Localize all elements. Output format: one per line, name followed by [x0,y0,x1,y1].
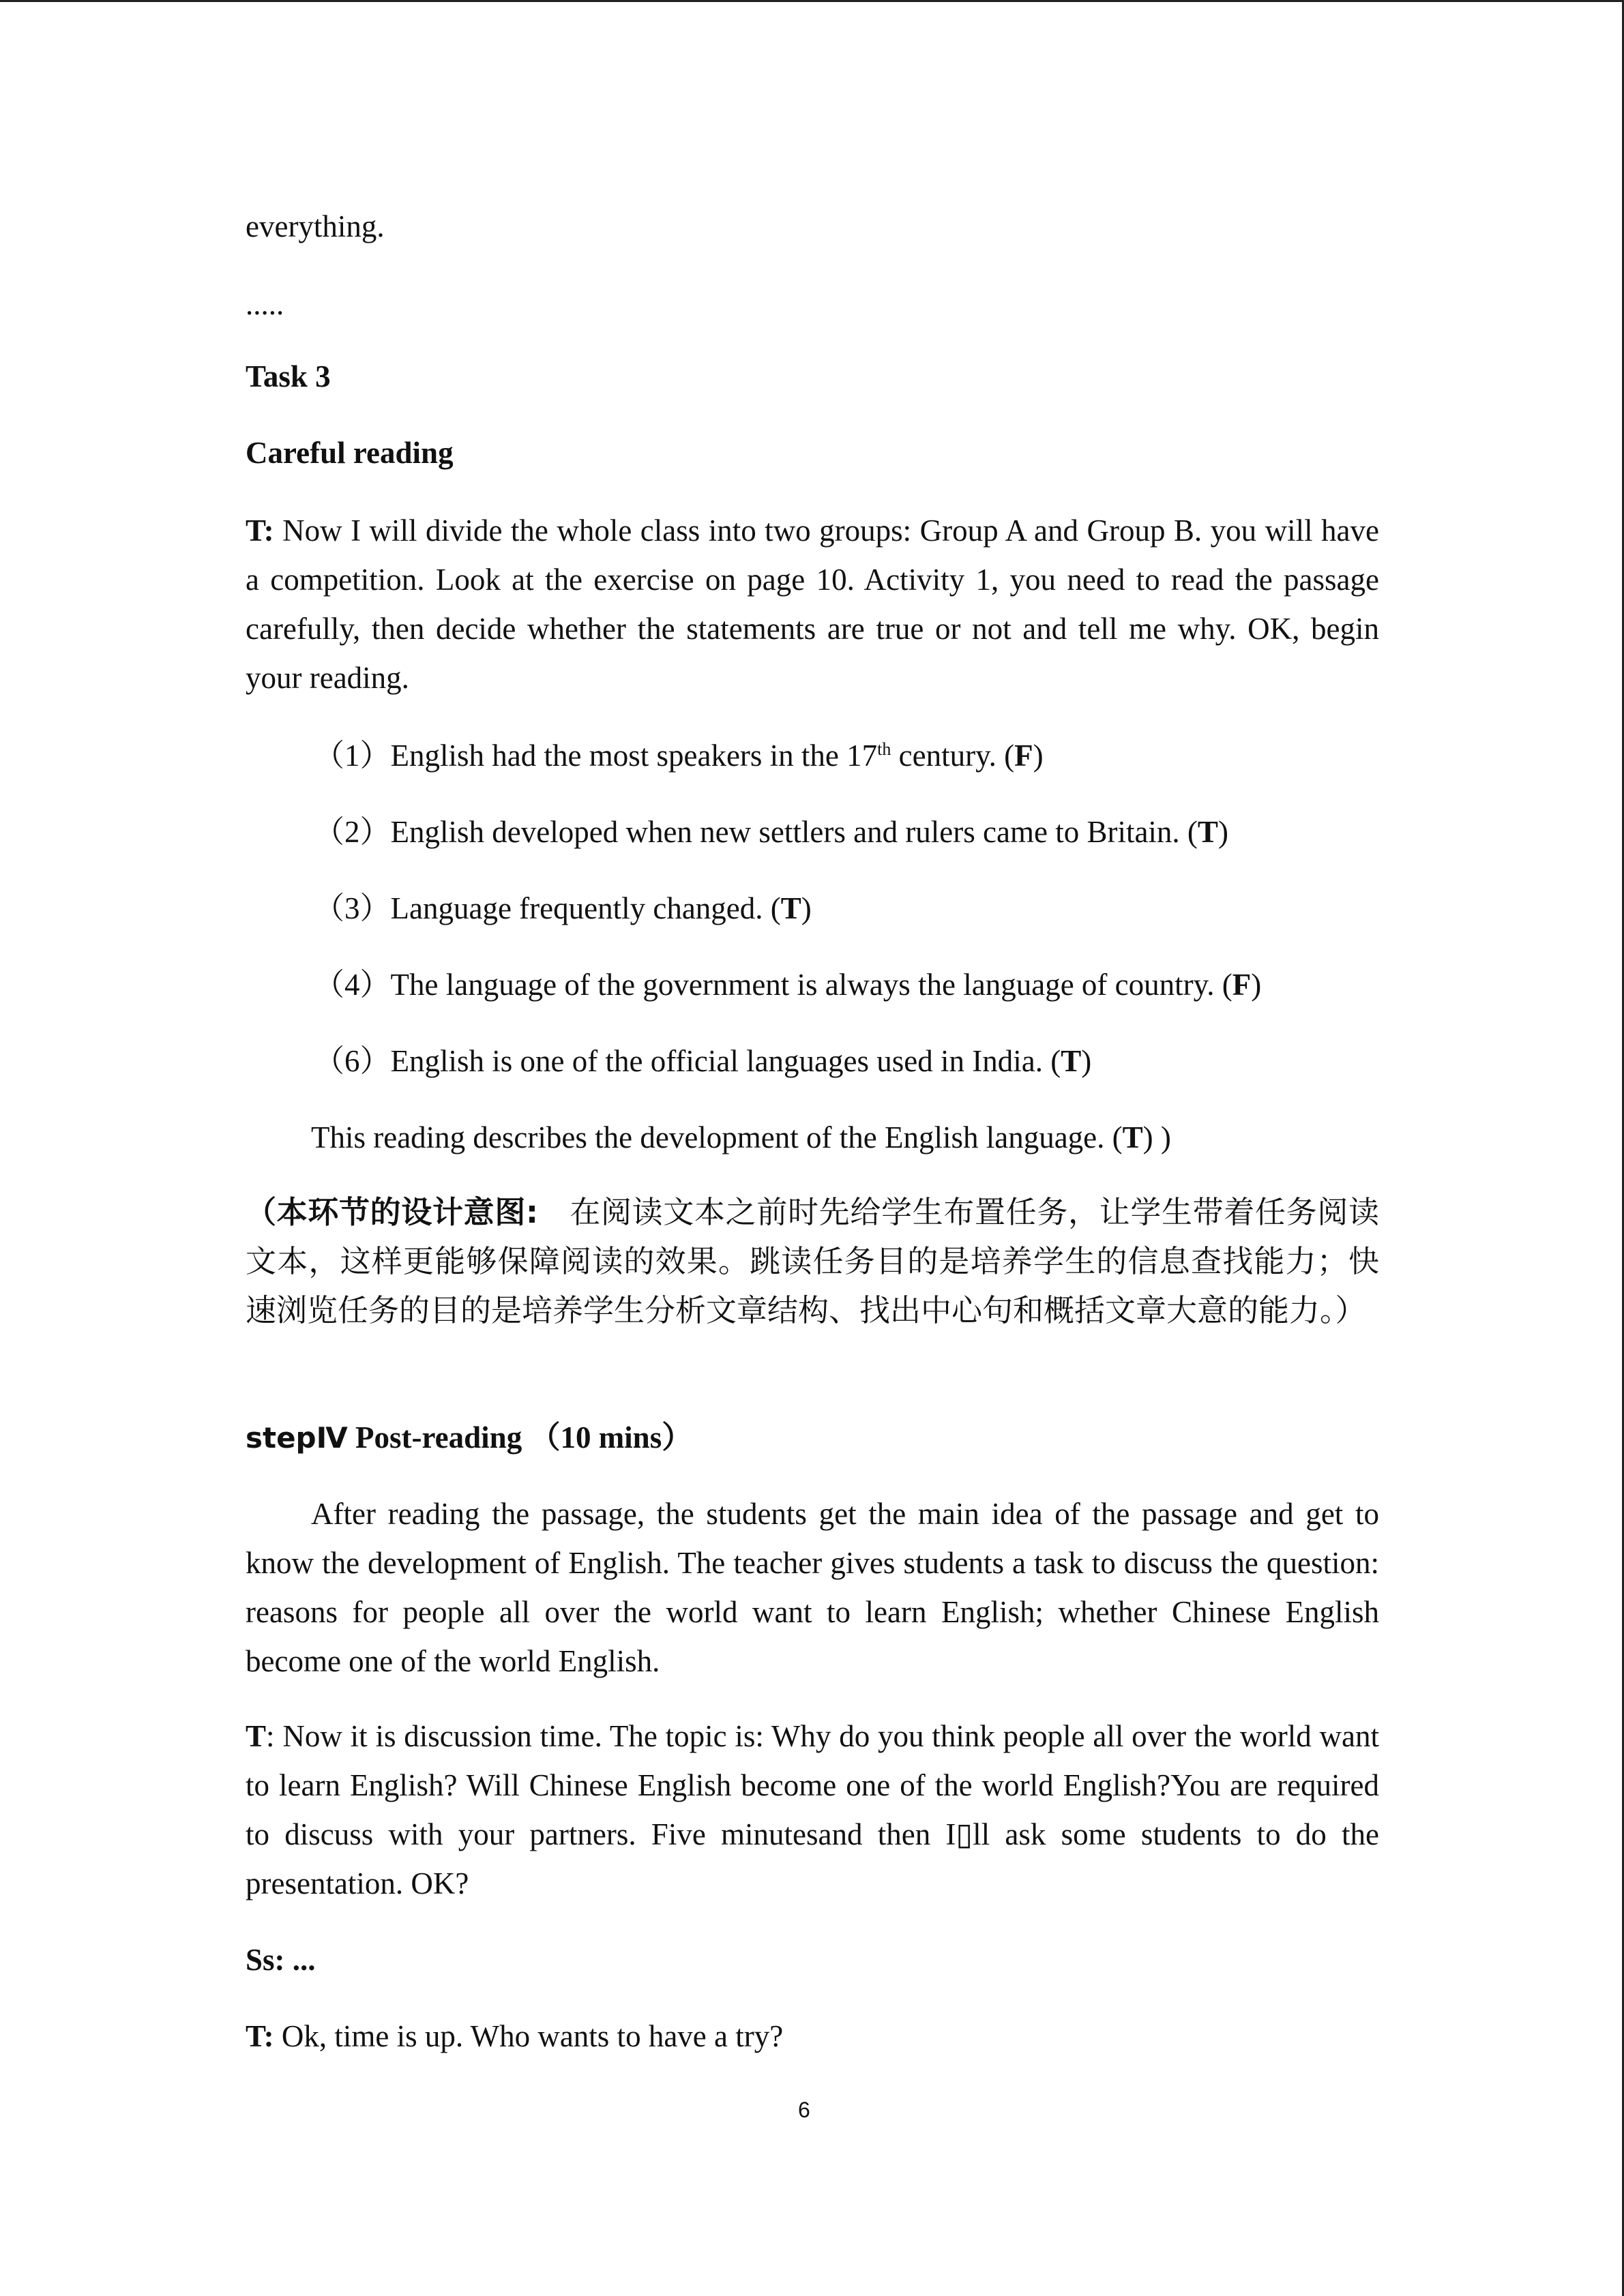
answer: T [1122,1120,1143,1154]
step-label: stepⅣ [246,1421,348,1455]
statement-4: （4）The language of the government is always the language of country. (F) [314,968,1262,1002]
heading-careful-reading: Careful reading [246,436,454,470]
answer: T [1197,815,1218,849]
heading-task3: Task 3 [246,359,331,393]
step4-heading [246,1413,692,1463]
design-intent-label: （本环节的设计意图: [246,1194,538,1230]
speaker-label: T: [246,2019,274,2053]
step-title: Post-reading （10 mins） [347,1420,693,1455]
design-intent-note [246,1188,1379,1335]
statement-1: （1）English had the most speakers in the 17th century. (F) [314,739,1044,773]
statement-3: （3）Language frequently changed. (T) [314,891,812,925]
design-intent-text: 在阅读文本之前时先给学生布置任务，让学生带着任务阅读文本，这样更能够保障阅读的效果。跳读任务目的是培养学生的信息查找能力；快速浏览任务的目的是培养学生分析文章结构、找出中心句和概括文章大意的能力。） [246,1194,1379,1328]
teacher-instruction-1 [246,506,1379,702]
line-dots: ..... [246,287,284,321]
students-response: Ss: ... [246,1943,316,1977]
instruction-text: Ok, time is up. Who wants to have a try? [274,2019,784,2053]
answer: T [1061,1044,1082,1078]
line-everything: everything. [246,209,385,243]
summary-statement: This reading describes the development of the English language. (T) ) [311,1120,1171,1154]
answer: F [1014,739,1033,773]
speaker-label: T: [246,513,274,548]
statement-2: （2）English developed when new settlers and rulers came to Britain. (T) [314,815,1228,849]
instruction-text: Now I will divide the whole class into two groups: Group A and Group B. you will have a competition. Look at the exercise on page 10. Activity 1, you need to read the passage carefully, then decide whether the statements are true or not and tell me why. OK, begin your reading. [246,513,1379,695]
answer: T [780,891,801,925]
speaker-label: T [246,1719,267,1753]
statement-6: （6）English is one of the official languages used in India. (T) [314,1044,1092,1078]
answer: F [1232,968,1252,1002]
top-border [0,0,1624,2]
post-reading-paragraph: After reading the passage, the students get the main idea of the passage and get to know the development of English. The teacher gives students a task to discuss the question: reasons for people all over the world want to learn English; whether Chinese English become one of the world English. [246,1497,1379,1678]
page-number: 6 [798,2098,810,2122]
instruction-text: : Now it is discussion time. The topic is: Why do you think people all over the world want to learn English? Will Chinese English become one of the world English?You are required to discuss with your partners. Five minutesand then I▯ll ask some students to do the presentation. OK? [246,1719,1379,1900]
teacher-instruction-2 [246,1712,1379,1908]
teacher-instruction-3 [246,2012,1379,2061]
